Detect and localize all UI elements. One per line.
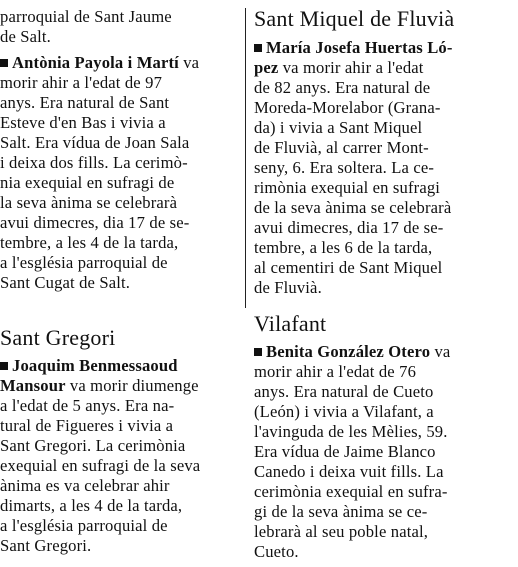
text-line: a l'edat de 5 anys. Era na- — [0, 396, 175, 415]
text-line: Era vídua de Jaime Blanco — [254, 442, 436, 461]
text-line: rimònia exequial en sufragi — [254, 178, 441, 197]
text-line: exequial en sufragi de la seva — [0, 456, 201, 475]
text-line: de 82 anys. Era natural de — [254, 78, 431, 97]
obituary-name-line — [0, 376, 199, 396]
section-heading: Sant Miquel de Fluvià — [254, 6, 455, 31]
text-line: Sant Gregori. — [0, 536, 92, 555]
bullet-icon — [254, 348, 262, 356]
text-line: parroquial de Sant Jaume — [0, 7, 172, 26]
bullet-icon — [0, 362, 8, 370]
text-fragment: va — [430, 342, 451, 361]
text-line: Esteve d'en Bas i vivia a — [0, 113, 166, 132]
deceased-name: Antònia Payola i Martí — [12, 53, 179, 72]
obituary-name-line — [254, 342, 450, 362]
text-line: lebrarà al seu poble natal, — [254, 522, 429, 541]
column-divider — [245, 8, 246, 308]
deceased-name: Benita González Otero — [266, 342, 431, 361]
text-line: dimarts, a les 4 de la tarda, — [0, 496, 183, 515]
obituary-name-line — [0, 53, 199, 73]
text-line: la seva ànima se celebrarà — [0, 193, 178, 212]
deceased-name: pez — [254, 58, 279, 77]
text-line: morir ahir a l'edat de 76 — [254, 362, 417, 381]
text-line: anys. Era natural de Sant — [0, 93, 170, 112]
text-line: (León) i vivia a Vilafant, a — [254, 402, 434, 421]
text-line: Sant Cugat de Salt. — [0, 273, 131, 292]
text-line: morir ahir a l'edat de 97 — [0, 73, 163, 92]
section-heading: Vilafant — [254, 311, 327, 336]
text-line: de la seva ànima se celebrarà — [254, 198, 452, 217]
text-line: Salt. Era vídua de Joan Sala — [0, 133, 190, 152]
text-line: al cementiri de Sant Miquel — [254, 258, 443, 277]
bullet-icon — [254, 44, 262, 52]
text-line: nia exequial en sufragi de — [0, 173, 175, 192]
text-line: Sant Gregori. La cerimònia — [0, 436, 186, 455]
text-line: cerimònia exequial en sufra- — [254, 482, 448, 501]
text-line: seny, 6. Era soltera. La ce- — [254, 158, 435, 177]
text-line: tembre, a les 4 de la tarda, — [0, 233, 179, 252]
text-fragment: va morir ahir a l'edat — [278, 58, 424, 77]
text-line: Cueto. — [254, 542, 299, 561]
text-line: gi de la seva ànima se ce- — [254, 502, 428, 521]
text-fragment: va morir diumenge — [65, 376, 199, 395]
text-line: a l'església parroquial de — [0, 253, 168, 272]
text-line: l'avinguda de les Mèlies, 59. — [254, 422, 448, 441]
obituary-name-line — [0, 356, 178, 376]
deceased-name: Joaquim Benmessaoud — [12, 356, 178, 375]
text-line: avui dimecres, dia 17 de se- — [0, 213, 190, 232]
deceased-name: Mansour — [0, 376, 66, 395]
text-line: de Salt. — [0, 27, 51, 46]
text-line: da) i vivia a Sant Miquel — [254, 118, 423, 137]
bullet-icon — [0, 59, 8, 67]
section-heading: Sant Gregori — [0, 325, 116, 350]
obituary-name-line — [254, 38, 453, 58]
text-line: a l'església parroquial de — [0, 516, 168, 535]
text-line: de Fluvià, al carrer Mont- — [254, 138, 429, 157]
text-line: Canedo i deixa vuit fills. La — [254, 462, 444, 481]
text-line: ànima es va celebrar ahir — [0, 476, 170, 495]
obituary-name-line — [254, 58, 424, 78]
text-line: anys. Era natural de Cueto — [254, 382, 434, 401]
text-fragment: va — [178, 53, 200, 72]
text-line: tural de Figueres i vivia a — [0, 416, 174, 435]
text-line: tembre, a les 6 de la tarda, — [254, 238, 433, 257]
text-line: de Fluvià. — [254, 278, 322, 297]
text-line: i deixa dos fills. La cerimò- — [0, 153, 188, 172]
text-line: avui dimecres, dia 17 de se- — [254, 218, 444, 237]
text-line: Moreda-Morelabor (Grana- — [254, 98, 441, 117]
deceased-name: María Josefa Huertas Ló- — [266, 38, 453, 57]
